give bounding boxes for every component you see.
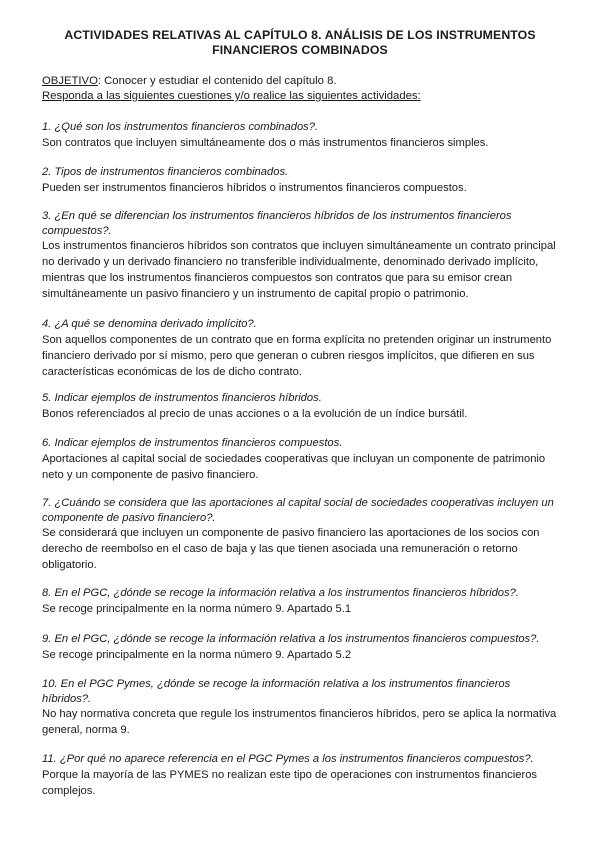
question-5: 5. Indicar ejemplos de instrumentos financieros híbridos.	[42, 392, 322, 404]
qa-item-6	[42, 436, 560, 483]
answer-8: Se recoge principalmente en la norma número 9. Apartado 5.1	[42, 602, 352, 615]
answer-5: Bonos referenciados al precio de unas acciones o a la evolución de un índice bursátil.	[42, 407, 468, 420]
answer-10: No hay normativa concreta que regule los instrumentos financieros híbridos, pero se aplica la normativa general, norma 9.	[42, 708, 557, 737]
question-2: 2. Tipos de instrumentos financieros combinados.	[42, 166, 289, 178]
qa-item-3	[42, 209, 560, 302]
qa-item-2	[42, 165, 560, 196]
question-10: 10. En el PGC Pymes, ¿dónde se recoge la información relativa a los instrumentos financieros híbridos?.	[42, 678, 511, 705]
qa-item-7	[42, 496, 560, 573]
answer-4: Son aquellos componentes de un contrato que en forma explícita no pretenden originar un instrumento financiero derivado por sí mismo, pero que generan o cubren riesgos implícitos, que difieren en sus características económicas de los de dicho contrato.	[42, 333, 552, 378]
answer-9: Se recoge principalmente en la norma número 9. Apartado 5.2	[42, 648, 352, 661]
instructions-line: Responda a las siguientes cuestiones y/o realice las siguientes actividades:	[42, 90, 421, 102]
qa-item-8	[42, 586, 560, 617]
question-4: 4. ¿A qué se denomina derivado implícito?.	[42, 318, 257, 330]
qa-item-4	[42, 317, 560, 380]
answer-3: Los instrumentos financieros híbridos son contratos que incluyen simultáneamente un contrato principal no derivado y un derivado financiero no transferible individualmente, denominado derivado implícito, mientras que los instrumentos financieros compuestos son contratos que para su emisor crean simultáneamente un pasivo financiero y un instrumento de capital propio o patrimonio.	[42, 240, 556, 301]
objective-text: : Conocer y estudiar el contenido del capítulo 8.	[97, 75, 337, 87]
qa-item-10	[42, 677, 560, 738]
question-1: 1. ¿Qué son los instrumentos financieros combinados?.	[42, 121, 319, 133]
question-3: 3. ¿En qué se diferencian los instrumentos financieros híbridos de los instrumentos financieros compuestos?.	[42, 210, 512, 237]
question-7: 7. ¿Cuándo se considera que las aportaciones al capital social de sociedades cooperativas incluyen un componente de pasivo financiero?.	[42, 497, 554, 524]
qa-item-5	[42, 391, 560, 422]
document-title: ACTIVIDADES RELATIVAS AL CAPÍTULO 8. ANÁLISIS DE LOS INSTRUMENTOS FINANCIEROS COMBINADOS	[64, 28, 536, 57]
answer-1: Son contratos que incluyen simultáneamente dos o más instrumentos financieros simples.	[42, 136, 489, 149]
answer-2: Pueden ser instrumentos financieros híbridos o instrumentos financieros compuestos.	[42, 181, 467, 194]
answer-7: Se considerará que incluyen un componente de pasivo financiero las aportaciones de los socios con derecho de reembolso en el caso de baja y las que tienen asociada una remuneración o retorno obligatorio.	[42, 527, 540, 572]
qa-item-11	[42, 752, 560, 799]
objective-line	[42, 74, 562, 89]
question-11: 11. ¿Por qué no aparece referencia en el PGC Pymes a los instrumentos financieros compuestos?.	[42, 753, 534, 765]
question-6: 6. Indicar ejemplos de instrumentos financieros compuestos.	[42, 437, 343, 449]
qa-item-1	[42, 120, 560, 151]
answer-6: Aportaciones al capital social de sociedades cooperativas que incluyan un componente de patrimonio neto y un componente de pasivo financiero.	[42, 452, 546, 481]
qa-item-9	[42, 632, 560, 663]
answer-11: Porque la mayoría de las PYMES no realizan este tipo de operaciones con instrumentos financieros complejos.	[42, 768, 538, 797]
question-8: 8. En el PGC, ¿dónde se recoge la información relativa a los instrumentos financieros híbridos?.	[42, 587, 519, 599]
question-9: 9. En el PGC, ¿dónde se recoge la información relativa a los instrumentos financieros compuestos?.	[42, 633, 540, 645]
objective-label: OBJETIVO	[42, 75, 98, 87]
